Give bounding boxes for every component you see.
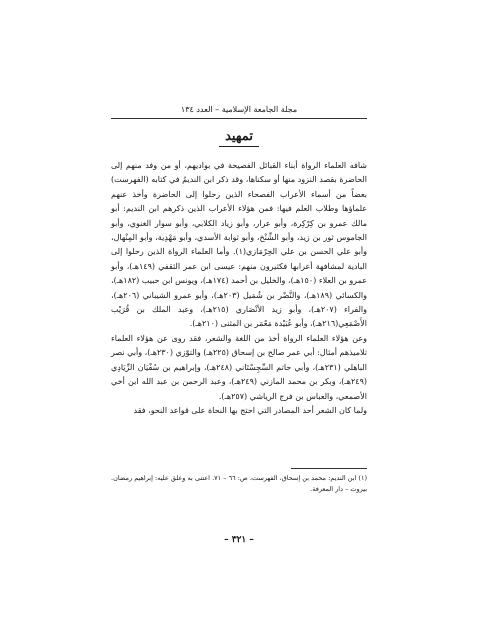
section-title: تمهيد xyxy=(225,129,253,144)
title-underline xyxy=(219,146,259,147)
page-number: – ٣٢١ – xyxy=(224,535,254,545)
footnote: (١) ابن النديم: محمد بن إسحاق، الفهرست، ص: ٦٦ – ٧١. اعتنى به وعلق عليه: إبراهيم رمضان. بيروت – دار المعرفة. xyxy=(111,474,368,493)
running-head: مجلة الجامعة الإسلامية – العدد ١٣٤ xyxy=(180,105,298,114)
footnote-rule xyxy=(291,468,367,469)
header-rule xyxy=(111,118,367,119)
paragraph: ولما كان الشعر أحد المصادر التي احتج بها النحاة على قواعد النحو، فقد xyxy=(133,405,367,415)
paragraph: شافه العلماء الرواة أبناء القبائل الفصيحة في بواديهم، أو من وفد منهم إلى الحاضرة بقصد النزود منها أو سكناها، وقد ذكر ابن النديمُ في كتابه (الفهرست) بعضاً من أسماء الأعراب الفصحاء الذين رحلوا إلى الحاضرة وأخذ عنهم علماؤها وطلاب العلم فيها: فمن هؤلاء الأعراب الذين ذكرهم ابن النديم: أبو مالك عمرو بن كِرْكِرة، وأبو عرار، وأبو زياد الكلابي، وأبو سوار الغنوي، وأبو الجاموس ثور بن زيد، وأبو الشِّنْخ، وأبو ثوابة الأسدي، وأبو مَهْدِية، وأبو المِنْهال، وأبو علي الحسن بن علي الحِرْمَازي(١). وأما العلماء الرواة الذين رحلوا إلى البادية لمشافهة أعرابها فكثيرون منهم: عيسى ابن عمر الثقفي (١٤٩هـ)، وأبو عمرو بن العلاء (١٥٠هـ)، والخليل بن أحمد (١٧٤هـ)، ويونس ابن حبيب (١٨٢هـ)، والكسائي (١٨٩هـ)، والنَّضْر بن شُمَيل (٢٠٣هـ)، وأبو عمرو الشيباني (٢٠٦هـ)، والفراء (٢٠٧هـ)، وأبو زيد الأنْصَاري (٢١٥هـ)، وعبد الملك بن قُرَيْب الأَصْمَعِي(٢١٦هـ)، وأبو عُبَيْدة مَعْمَر بن المثنى (٢١٠هـ). xyxy=(111,161,368,329)
paragraph: وعن هؤلاء العلماء الرواة أخذ من اللغة والشعر، فقد روى عن هؤلاء العلماء تلاميذهم أمثال: أبي عمر صالح بن إسحاق (٢٢٥هـ) والتوّزي (٢٣٠هـ)، وأبي نصر الباهلي (٢٣١هـ)، وأبي حاتم السِّجِسْتَاني (٢٤٨هـ)، وإبراهيم بن سُفْيَان الزِّيَادِي (٢٤٩هـ)، وبكر بن محمد المازني (٢٤٩هـ)، وعبد الرحمن بن عبد الله ابن أخي الأصمعي، والعباس بن فرج الرياشي (٢٥٧هـ). xyxy=(111,333,368,401)
body-text xyxy=(111,159,367,418)
